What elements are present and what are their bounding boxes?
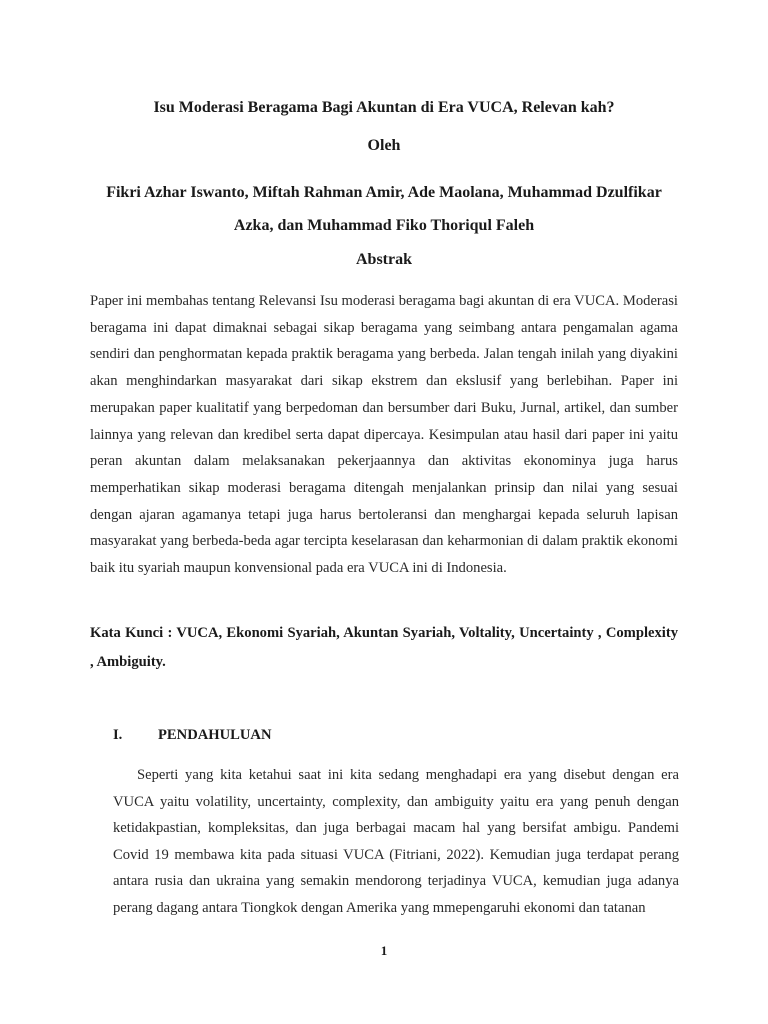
- byline: Oleh: [367, 137, 401, 154]
- abstract-paragraph: Paper ini membahas tentang Relevansi Isu moderasi beragama bagi akuntan di era VUCA. Moderasi beragama ini dapat dimaknai sebagai sikap beragama yang seimbang antara pengamalan agama sendiri dan penghormatan kepada praktik beragama yang berbeda. Jalan tengah inilah yang diyakini akan menghindarkan masyarakat dari sikap ekstrem dan ekslusif yang berlebihan. Paper ini merupakan paper kualitatif yang berpedoman dan bersumber dari Buku, Jurnal, artikel, dan sumber lainnya yang relevan dan kredibel serta dapat dipercaya. Kesimpulan atau hasil dari paper ini yaitu peran akuntan dalam melaksanakan pekerjaannya dan aktivitas ekonominya juga harus memperhatikan sikap moderasi beragama ditengah menjalankan prinsip dan nilai yang sesuai dengan ajaran agamanya tetapi juga harus bertoleransi dan menghargai kepada seluruh lapisan masyarakat yang berbeda-beda agar tercipta keselarasan dan keharmonian di dalam praktik ekonomi baik itu syariah maupun konvensional pada era VUCA ini di Indonesia.: [90, 293, 678, 577]
- keywords: Kata Kunci : VUCA, Ekonomi Syariah, Akuntan Syariah, Voltality, Uncertainty , Complexity , Ambiguity.: [90, 625, 678, 670]
- page-number: 1: [380, 943, 388, 958]
- section-heading: [113, 727, 272, 744]
- section-body-paragraph: Seperti yang kita ketahui saat ini kita sedang menghadapi era yang disebut dengan era VUCA yaitu volatility, uncertainty, complexity, dan ambiguity yaitu era yang penuh dengan ketidakpastian, kompleksitas, dan juga berbagai macam hal yang bersifat ambigu. Pandemi Covid 19 membawa kita pada situasi VUCA (Fitriani, 2022). Kemudian juga terdapat perang antara rusia dan ukraina yang semakin mendorong terjadinya VUCA, kemudian juga adanya perang dagang antara Tiongkok dengan Amerika yang mmepengaruhi ekonomi dan tatanan: [113, 767, 679, 916]
- author-list: Fikri Azhar Iswanto, Miftah Rahman Amir, Ade Maolana, Muhammad Dzulfikar Azka, dan Muhammad Fiko Thoriqul Faleh: [106, 184, 662, 234]
- paper-title: Isu Moderasi Beragama Bagi Akuntan di Era VUCA, Relevan kah?: [153, 99, 615, 116]
- abstract-heading: Abstrak: [355, 251, 412, 268]
- section-number: I.: [113, 727, 123, 743]
- section-title: PENDAHULUAN: [158, 727, 272, 743]
